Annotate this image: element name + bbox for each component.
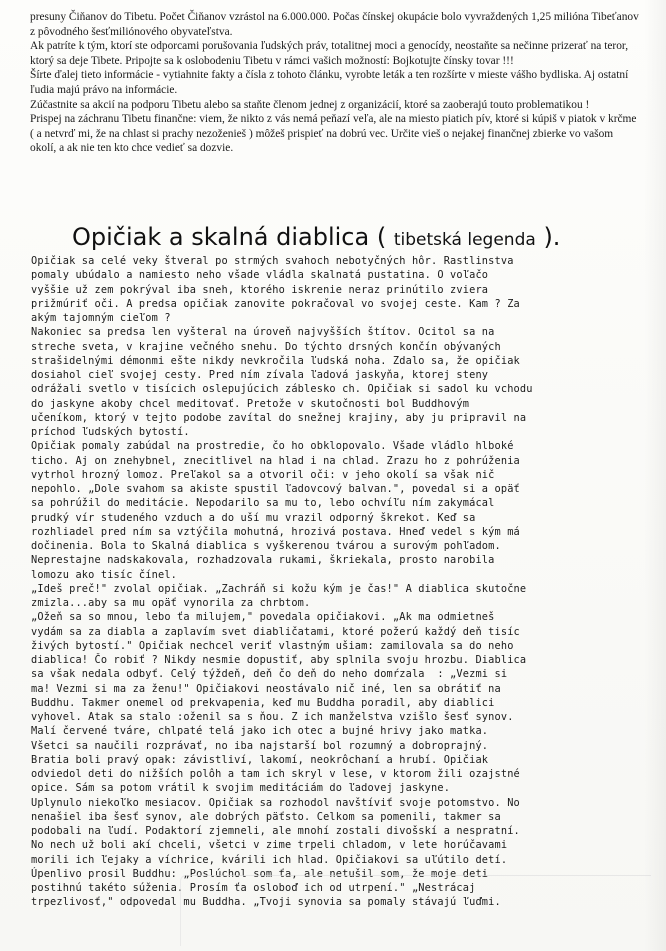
article-line: trpezlivosť," odpovedal mu Buddha. „Tvoji synovia sa pomaly stávajú ľuďmi.	[31, 896, 501, 909]
article-line: do jaskyne akoby chcel meditovať. Pretože v skutočnosti bol Buddhovým	[31, 397, 470, 410]
article-line: rozhliadel pred ním sa vztýčila mohutná, hrozivá postava. Hneď vedel s kým má	[31, 525, 520, 538]
article-line: Úpenlivo prosil Buddhu: „Poslúchol som ťa, ale netušil som, že moje deti	[31, 867, 489, 880]
article-line: živých bytostí." Opičiak nechcel veriť vlastným ušiam: zamilovala sa do neho	[31, 639, 514, 652]
article-line: Opičiak sa celé veky štveral po strmých svahoch nebotyčných hôr. Rastlinstva	[31, 255, 514, 267]
article-line: vyhovel. Atak sa stalo :oženil sa s ňou. Z ich manželstva vzišlo šesť synov.	[31, 711, 514, 723]
article-line: Uplynulo niekoľko mesiacov. Opičiak sa rozhodol navštíviť svoje potomstvo. No	[31, 796, 520, 809]
article-line: opice. Sám sa potom vrátil k svojim meditáciám do ľadovej jaskyne.	[31, 782, 451, 795]
article-line: vytrhol hrozný lomoz. Preľakol sa a otvoril oči: v jeho okolí sa však nič	[31, 468, 495, 481]
article-line: postihnú takéto súženia. Prosím ťa osloboď ich od utrpení." „Nestrácaj	[31, 882, 476, 894]
article-line: diablica! Čo robiť ? Nikdy nesmie dopustiť, aby splnila svoju hrozbu. Diablica	[31, 654, 527, 666]
article-line: Malí červené tváre, chlpaté telá jako ich otec a bujné hrivy jako matka.	[31, 725, 489, 738]
article-line: strašidelnými démonmi ešte nikdy nevkročila ľudská noha. Zdalo sa, že opičiak	[31, 354, 520, 367]
article-line: podobali na ľudí. Podaktorí zjemneli, ale mnohí zostali divošskí a nespratní.	[31, 825, 520, 837]
scan-artifact-frame	[180, 875, 651, 946]
article-line: vyššie už zem pokrýval iba sneh, ktorého iskrenie neraz prinútilo zviera	[31, 283, 489, 296]
article-title	[72, 222, 652, 255]
article-line: No nech už boli akí chceli, všetci v zime trpeli chladom, v lete horúčavami	[31, 839, 508, 852]
article-line: pomaly ubúdalo a namiesto neho všade vládla skalnatá pustatina. O voľačo	[31, 269, 489, 282]
intro-paragraph: Prispej na záchranu Tibetu finančne: viem, že nikto z vás nemá peňazí veľa, ale na miesto piatich pív, ktoré si kúpiš v piatok v krčme ( a netvrď mi, že na chlast si prachy nezoženieš ) môžeš prispieť na dobrú vec. Určite vieš o nejakej finančnej zbierke vo vašom okolí, a ak nie ten kto chce vedieť sa dozvie.	[30, 113, 637, 155]
intro-paragraph: Šírte ďalej tieto informácie - vytiahnite fakty a čísla z tohoto článku, vyrobte leták a ten rozšírte v mieste vášho bydliska. Aj ostatní ľudia majú právo na informácie.	[30, 69, 629, 96]
article-line: Všetci sa naučili rozprávať, no iba najstarší bol rozumný a dobroprajný.	[31, 739, 489, 752]
article-line: ticho. Aj on znehybnel, znecitlivel na hlad i na chlad. Zrazu ho z pohrúženia	[31, 454, 520, 467]
article-line: dočinenia. Bola to Skalná diablica s vyškerenou tvárou a surovým pohľadom.	[31, 540, 501, 552]
title-main: Opičiak a skalná diablica (	[72, 223, 387, 251]
article-line: prudký vír studeného vzduch a do uší mu vrazil odporný škrekot. Keď sa	[31, 511, 476, 524]
article-line: nepohlo. „Dole svahom sa akiste spustil ľadovcový balvan.", povedal si a opäť	[31, 483, 520, 495]
title-end: ).	[543, 223, 561, 251]
article-line: morili ich ľejaky a víchrice, kvárili ich hlad. Opičiakovi sa uľútilo detí.	[31, 853, 508, 866]
article-line: príchod ľudských bytostí.	[31, 426, 190, 438]
article-body	[31, 254, 643, 910]
title-subtitle: tibetská legenda	[393, 230, 536, 250]
article-line: nenašiel iba šesť synov, ale dobrých päťsto. Celkom sa pomenili, takmer sa	[31, 810, 501, 823]
page-edge-shadow	[644, 0, 666, 951]
article-line: Bratia boli pravý opak: závistliví, lakomí, neokrôchaní a hrubí. Opičiak	[31, 753, 489, 766]
article-line: učeníkom, ktorý v tejto podobe zavítal do snežnej krajiny, aby ju pripravil na	[31, 411, 527, 424]
intro-paragraph: Zúčastnite sa akcií na podporu Tibetu alebo sa staňte členom jednej z organizácií, ktoré sa zaoberajú touto problematikou !	[30, 98, 590, 111]
article-line: lomozu ako tisíc čínel.	[31, 568, 178, 581]
intro-section	[30, 10, 640, 156]
intro-paragraph: Ak patríte k tým, ktorí ste odporcami porušovania ľudských práv, totalitnej moci a genocídy, neostaňte sa nečinne prizerať na teror, ktorý sa deje Tibete. Pripojte sa k oslobodeniu Tibetu v rámci vašich možností: Bojkotujte čínsky tovar !!!	[30, 40, 629, 67]
article-line: vydám sa za diabla a zaplavím svet diabličatami, ktoré požerú každý deň tisíc	[31, 625, 520, 638]
article-line: streche sveta, v krajine večného snehu. Do týchto drsných končín obývaných	[31, 340, 501, 353]
article-line: Neprestajne nadskakovala, rozhadzovala rukami, škriekala, prosto narobila	[31, 554, 495, 567]
article-line: sa pohrúžil do meditácie. Nepodarilo sa mu to, lebo ochvíľu ním zakymácal	[31, 497, 495, 510]
article-line: Buddhu. Takmer onemel od prekvapenia, keď mu Buddha poradil, aby diablici	[31, 696, 495, 709]
article-line: „Ideš preč!" zvolal opičiak. „Zachráň si kožu kým je čas!" A diablica skutočne	[31, 582, 527, 595]
article-line: dosiahol cieľ svojej cesty. Pred ním zívala ľadová jaskyňa, ktorej steny	[31, 369, 489, 381]
article-line: akým tajomným cieľom ?	[31, 312, 171, 324]
article-line: ma! Vezmi si ma za ženu!" Opičiakovi neostávalo nič iné, len sa obrátiť na	[31, 682, 501, 695]
article-line: odviedol deti do nižších polôh a tam ich skryl v lese, v ktorom žili ozajstné	[31, 768, 520, 780]
article-line: zmizla...aby sa mu opäť vynorila za chrbtom.	[31, 597, 311, 609]
article-line: „Ožeň sa so mnou, lebo ťa milujem," povedala opičiakovi. „Ak ma odmietneš	[31, 611, 495, 624]
article-line: prižmúriť oči. A predsa opičiak zanovite pokračoval vo svojej ceste. Kam ? Za	[31, 297, 520, 310]
article-line: Nakoniec sa predsa len vyšteral na úroveň najvyšších štítov. Ocitol sa na	[31, 326, 495, 339]
article-line: odrážali svetlo v tisícich oslepujúcich záblesko ch. Opičiak si sadol ku vchodu	[31, 383, 533, 396]
intro-paragraph: presuny Čiňanov do Tibetu. Počet Čiňanov vzrástol na 6.000.000. Počas čínskej okupácie bolo vyvraždených 1,25 milióna Tibeťanov z pôvodného šesťmiliónového obyvateľstva.	[30, 11, 639, 38]
article-line: sa však nedala odbyť. Celý týždeň, deň čo deň do neho domŕzala : „Vezmi si	[31, 668, 508, 681]
article-line: Opičiak pomaly zabúdal na prostredie, čo ho obklopovalo. Všade vládlo hlboké	[31, 440, 514, 453]
